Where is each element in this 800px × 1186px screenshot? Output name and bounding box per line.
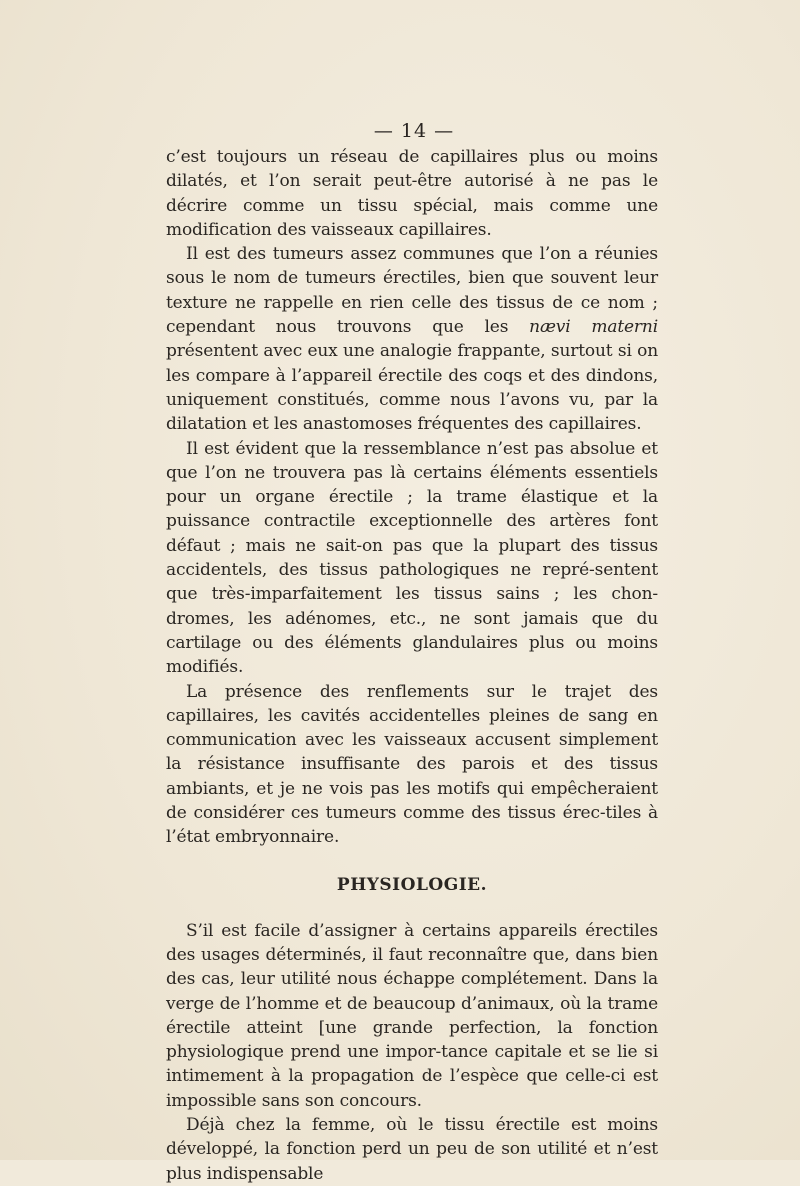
page-number: — 14 — xyxy=(373,120,455,142)
paragraph-appareils-erectiles: S’il est facile d’assigner à certains appareils érectiles des usages déterminés, il faut reconnaître que, dans bien des cas, leur utilité nous échappe complétement. Dans la verge de l’homme et de beaucoup d’animaux, où la trame érectile atteint [une grande perfection, la fonction physiologique prend une impor-tance capitale et se lie si intimement à la propagation de l’espèce que celle-ci est impossible sans son concours. xyxy=(166,920,658,1111)
paragraph-text: présentent avec eux une analogie frappante, surtout si on les compare à l’appareil érectile des coqs et des dindons, uniquement constitués, comme nous l’avons vu, par la dilatation et les anastomoses fréquentes des capillaires. xyxy=(166,341,658,435)
paragraph-ressemblance: Il est évident que la ressemblance n’est pas absolue et que l’on ne trouvera pas là certains éléments essentiels pour un organe érectile ; la trame élastique et la puissance contractile exceptionnelle des artères font défaut ; mais ne sait-on pas que la plupart des tissus accidentels, des tissus pathologiques ne repré-sentent que très-imparfaitement les tissus sains ; les chon-dromes, les adénomes, etc., ne sont jamais que du cartilage ou des éléments glandulaires plus ou moins modifiés. xyxy=(166,438,658,678)
italic-term: nævi materni xyxy=(529,317,658,338)
paragraph-text: Il est des tumeurs assez communes que l’on a réunies sous le nom de tumeurs érectiles, bien que souvent leur texture ne rappelle en rien celle des tissus de ce nom ; cependant nous trouvons que les xyxy=(166,244,658,338)
paragraph-chez-la-femme: Déjà chez la femme, où le tissu érectile est moins développé, la fonction perd un peu de son utilité et n’est plus indispensable xyxy=(166,1114,658,1184)
paragraph-continuation: c’est toujours un réseau de capillaires plus ou moins dilatés, et l’on serait peut-être autorisé à ne pas le décrire comme un tissu spécial, mais comme une modification des vaisseaux capillaires. xyxy=(166,147,658,240)
paragraph-renflements: La présence des renflements sur le trajet des capillaires, les cavités accidentelles pleines de sang en communication avec les vaisseaux accusent simplement la résistance insuffisante des parois et des tissus ambiants, et je ne vois pas les motifs qui empêcheraient de considérer ces tumeurs comme des tissus érec-tiles à l’état embryonnaire. xyxy=(166,681,658,848)
section-heading: PHYSIOLOGIE. xyxy=(336,874,488,895)
paragraph-tumeurs-erectiles xyxy=(166,242,658,436)
body-text xyxy=(166,145,658,1186)
